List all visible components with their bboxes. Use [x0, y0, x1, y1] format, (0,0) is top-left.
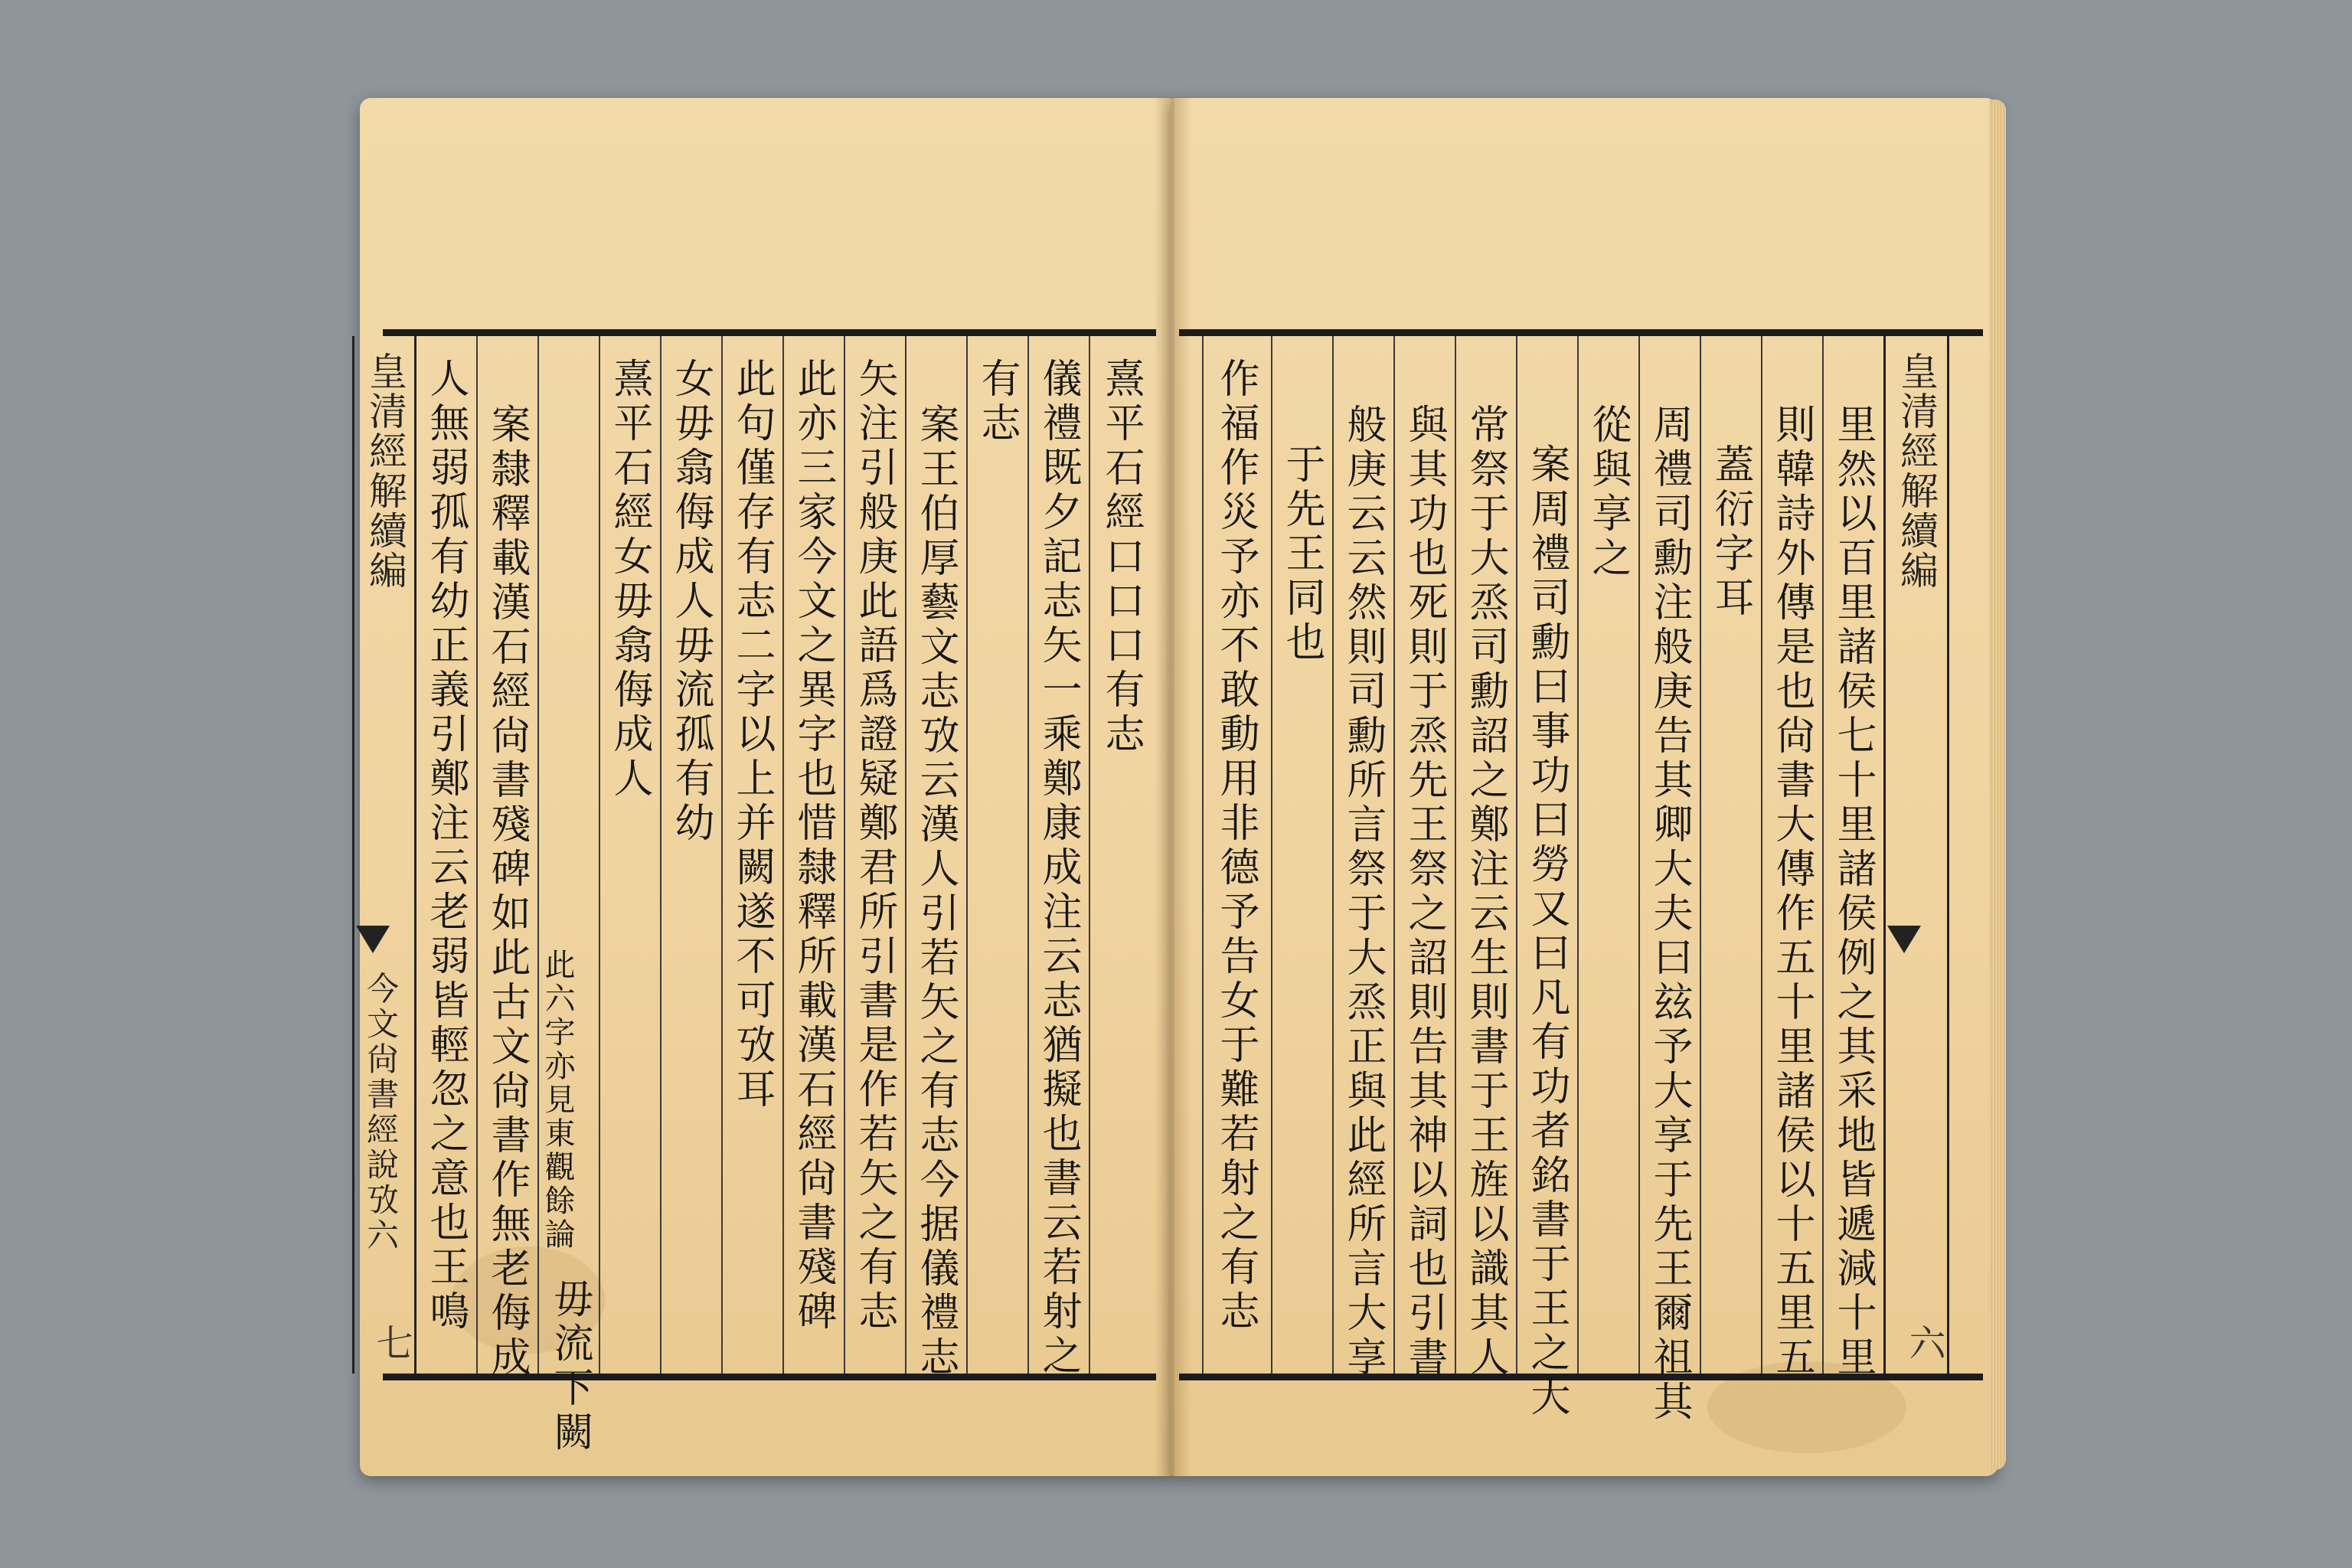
text-column [537, 336, 600, 1455]
right-text-frame [1179, 329, 1983, 1425]
column-text: 則韓詩外傳是也尙書大傳作五十里諸侯以十五里五 [1769, 403, 1815, 1380]
column-text: 儀禮既夕記志矢一乘鄭康成注云志猶擬也書云若射之 [1035, 358, 1081, 1379]
column-text: 蓋衍字耳 [1707, 443, 1753, 621]
column-text: 熹平石經女毋翕侮成人 [606, 358, 652, 802]
column-text: 里然以百里諸侯七十里諸侯例之其采地皆遞減十里 [1830, 403, 1876, 1380]
text-column [1577, 336, 1640, 1374]
text-column [1393, 336, 1456, 1380]
text-column [1332, 336, 1395, 1380]
text-column [660, 336, 723, 1374]
page-number: 六 [1903, 1324, 1945, 1361]
text-column [966, 336, 1029, 1374]
book-title: 皇清經解續編 [1894, 351, 1939, 590]
page-stack-edge [1989, 100, 2006, 1470]
column-text: 有志 [974, 358, 1020, 446]
column-text: 般庚云云然則司勳所言祭于大烝正與此經所言大享 [1340, 403, 1386, 1380]
column-text: 與其功也死則于烝先王祭之詔則告其神以詞也引書 [1401, 403, 1447, 1380]
column-text: 作福作災予亦不敢動用非德予告女于難若射之有志 [1213, 358, 1259, 1334]
column-text: 毋流下闕 [547, 1278, 593, 1455]
text-column [782, 336, 845, 1374]
text-column [721, 336, 784, 1374]
column-text: 女毋翕侮成人毋流孤有幼 [668, 358, 714, 846]
column-text: 人無弱孤有幼正義引鄭注云老弱皆輕忽之意也王鳴 [423, 358, 469, 1334]
left-text-frame [362, 329, 1156, 1455]
column-text: 案隸釋載漢石經尙書殘碑如此古文尙書作無老侮成 [484, 403, 530, 1380]
text-column [1271, 336, 1334, 1374]
right-banner-column [1883, 336, 1949, 1374]
text-column [1700, 336, 1762, 1374]
text-column [476, 336, 539, 1380]
column-text: 案周禮司勳曰事功曰勞又曰凡有功者銘書于王之大 [1524, 443, 1570, 1420]
text-column [1822, 336, 1885, 1380]
column-text: 周禮司勳注般庚告其卿大夫曰玆予大享于先王爾祖其 [1646, 403, 1692, 1425]
page-number: 七 [370, 1324, 413, 1361]
text-column [844, 336, 906, 1374]
column-text: 案王伯厚藝文志攷云漢人引若矢之有志今据儀禮志 [913, 403, 959, 1380]
column-text: 此句僅存有志二字以上并闕遂不可攷耳 [729, 358, 775, 1112]
column-text: 于先王同也 [1279, 443, 1325, 665]
text-column [415, 336, 478, 1374]
text-column [1089, 336, 1158, 1374]
column-text: 矢注引般庚此語爲證疑鄭君所引書是作若矢之有志 [851, 358, 897, 1334]
text-column [1202, 336, 1272, 1374]
fish-tail-mark [356, 926, 390, 953]
text-column [905, 336, 968, 1380]
column-text: 此亦三家今文之異字也惜隸釋所載漢石經尙書殘碑 [790, 358, 836, 1334]
text-column [1761, 336, 1824, 1380]
text-column [1638, 336, 1701, 1425]
chapter-title: 今文尙書經說攷六 [362, 972, 400, 1253]
annotation-note: 此六字亦見東觀餘論 [540, 949, 575, 1252]
column-text: 常祭于大烝司勳詔之鄭注云生則書于王旌以識其人 [1462, 403, 1508, 1380]
fish-tail-mark [1887, 926, 1921, 953]
text-column [1516, 336, 1579, 1420]
text-column [599, 336, 662, 1374]
column-text: 從與享之 [1585, 403, 1631, 581]
book-title: 皇清經解續編 [363, 351, 407, 590]
text-column [1455, 336, 1517, 1380]
column-text: 熹平石經口口口有志 [1098, 358, 1144, 757]
left-banner-column [352, 336, 416, 1374]
text-column [1027, 336, 1090, 1379]
